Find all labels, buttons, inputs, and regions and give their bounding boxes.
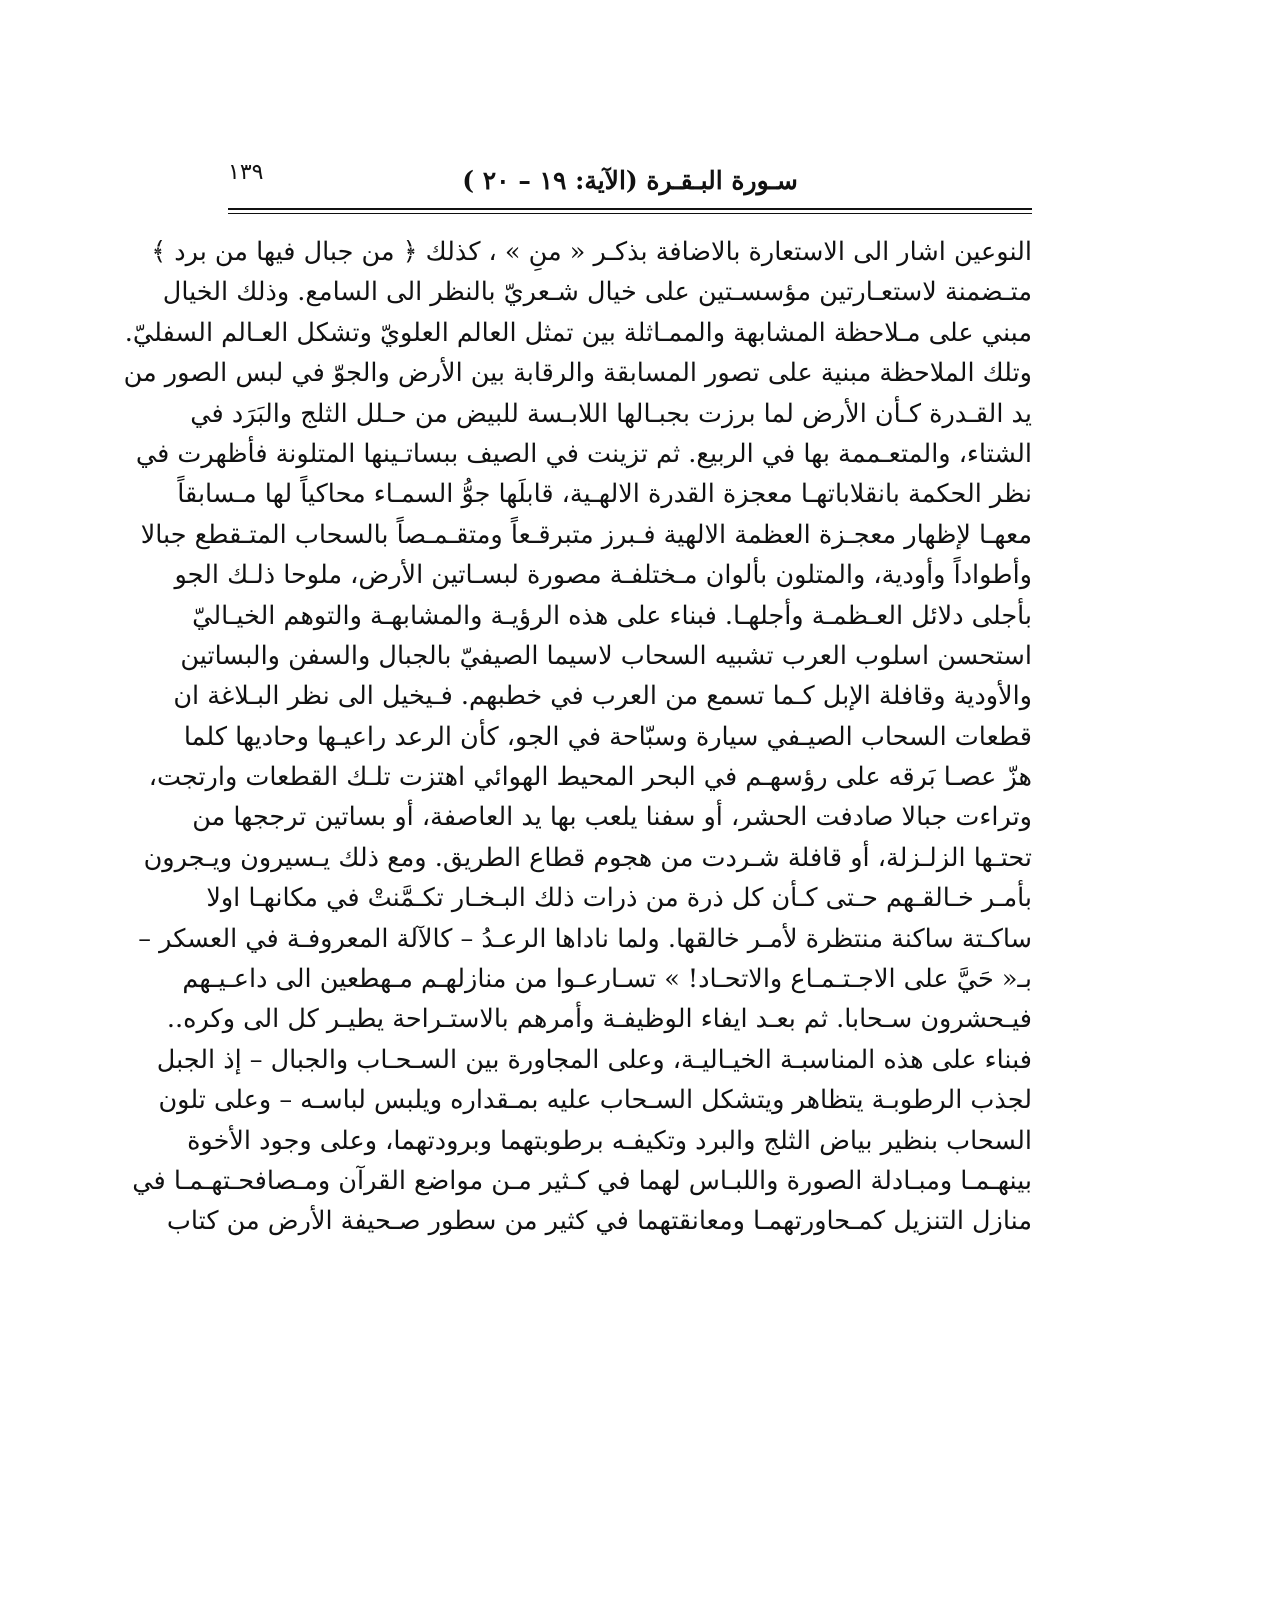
- page-header: [228, 160, 1032, 200]
- text-line: تحتـها الزلـزلة، أو قافلة شـردت من هجوم قطاع الطريق. ومع ذلك يـسيرون ويـجرون: [143, 842, 1032, 873]
- text-line: والأودية وقافلة الإبل كـما تسمع من العرب في خطبهم. فـيخيل الى نظر البـلاغة ان: [173, 681, 1032, 712]
- body-text: [123, 232, 1032, 1242]
- text-line: وتلك الملاحظة مبنية على تصور المسابقة والرقابة بين الأرض والجوّ في لبس الصور من: [123, 358, 1032, 389]
- running-title: سـورة البـقـرة (الآية: ١٩ – ٢٠ ): [462, 166, 798, 195]
- text-line: قطعات السحاب الصيـفي سيارة وسبّاحة في الجو، كأن الرعد راعيـها وحاديها كلما: [183, 721, 1032, 752]
- text-line: السحاب بنظير بياض الثلج والبرد وتكيفـه برطوبتهما وبرودتهما، وعلى وجود الأخوة: [187, 1125, 1032, 1156]
- text-line: بأجلى دلائل العـظمـة وأجلهـا. فبناء على هذه الرؤيـة والمشابهـة والتوهم الخيـاليّ: [192, 600, 1032, 631]
- text-line: فيـحشرون سـحابا. ثم بعـد ايفاء الوظيفـة وأمرهم بالاستـراحة يطيـر كل الى وكره..: [166, 1004, 1032, 1035]
- text-line: فبناء على هذه المناسبـة الخيـاليـة، وعلى المجاورة بين السـحـاب والجبال – إذ الجبل: [156, 1044, 1032, 1075]
- text-line: متـضمنة لاستعـارتين مؤسسـتين على خيال شـعريّ بالنظر الى السامع. وذلك الخيال: [162, 277, 1032, 308]
- text-line: النوعين اشار الى الاستعارة بالاضافة بذكـر « منِ » ، كذلك ﴿ من جبال فيها من برد ﴾: [151, 237, 1032, 267]
- text-line: بـ« حَيَّ على الاجـتـمـاع والاتحـاد! » تسـارعـوا من منازلهـم مـهطعين الى داعـيـهم: [182, 964, 1032, 995]
- header-rule-thick: [228, 208, 1032, 210]
- text-line: وأطواداً وأودية، والمتلون بألوان مـختلفـة مصورة لبسـاتين الأرض، ملوحا ذلـك الجو: [174, 560, 1032, 591]
- text-line: لجذب الرطوبـة يتظاهر ويتشكل السـحاب عليه بمـقداره ويلبس لباسـه – وعلى تلون: [158, 1085, 1032, 1116]
- text-line: يد القـدرة كـأن الأرض لما برزت بجبـالها اللابـسة للبيض من حـلل الثلج والبَرَد في: [190, 398, 1032, 429]
- text-line: مبني على مـلاحظة المشابهة والممـاثلة بين تمثل العالم العلويّ وتشكل العـالم السفليّ.: [124, 317, 1032, 348]
- page-number: ١٣٩: [228, 160, 264, 185]
- text-line: بأمـر خـالقـهم حـتى كـأن كل ذرة من ذرات ذلك البـخـار تكـمَّنتْ في مكانهـا اولا: [206, 883, 1032, 914]
- text-line: الشتاء، والمتعـممة بها في الربيع. ثم تزينت في الصيف ببساتـينها المتلونة فأظهرت في: [135, 438, 1032, 469]
- text-line: نظر الحكمة بانقلاباتهـا معجزة القدرة الالهـية، قابلَها جوُّ السمـاء محاكياً لها مـسابقاً: [177, 479, 1032, 510]
- text-line: بينهـمـا ومبـادلة الصورة واللبـاس لهما في كـثير مـن مواضع القرآن ومـصافحـتهـمـا في: [132, 1165, 1032, 1196]
- header-rule-thin: [228, 213, 1032, 214]
- text-line: ساكـتة ساكنة منتظرة لأمـر خالقها. ولما ناداها الرعـدُ – كالآلة المعروفـة في العسكر –: [138, 923, 1032, 954]
- text-line: هزّ عصـا بَرقه على رؤسهـم في البحر المحيط الهوائي اهتزت تلـك القطعات وارتجت،: [148, 762, 1032, 793]
- text-line: استحسن اسلوب العرب تشبيه السحاب لاسيما الصيفيّ بالجبال والسفن والبساتين: [180, 640, 1032, 671]
- text-line: وتراءت جبالا صادفت الحشر، أو سفنا يلعب بها يد العاصفة، أو بساتين ترججها من: [192, 802, 1032, 833]
- text-line: منازل التنزيل كمـحاورتهمـا ومعانقتهما في كثير من سطور صـحيفة الأرض من كتاب: [166, 1206, 1032, 1237]
- text-line: معهـا لإظهار معجـزة العظمة الالهية فـبرز متبرقـعاً ومتقـمـصاً بالسحاب المتـقطع جبالا: [140, 519, 1032, 550]
